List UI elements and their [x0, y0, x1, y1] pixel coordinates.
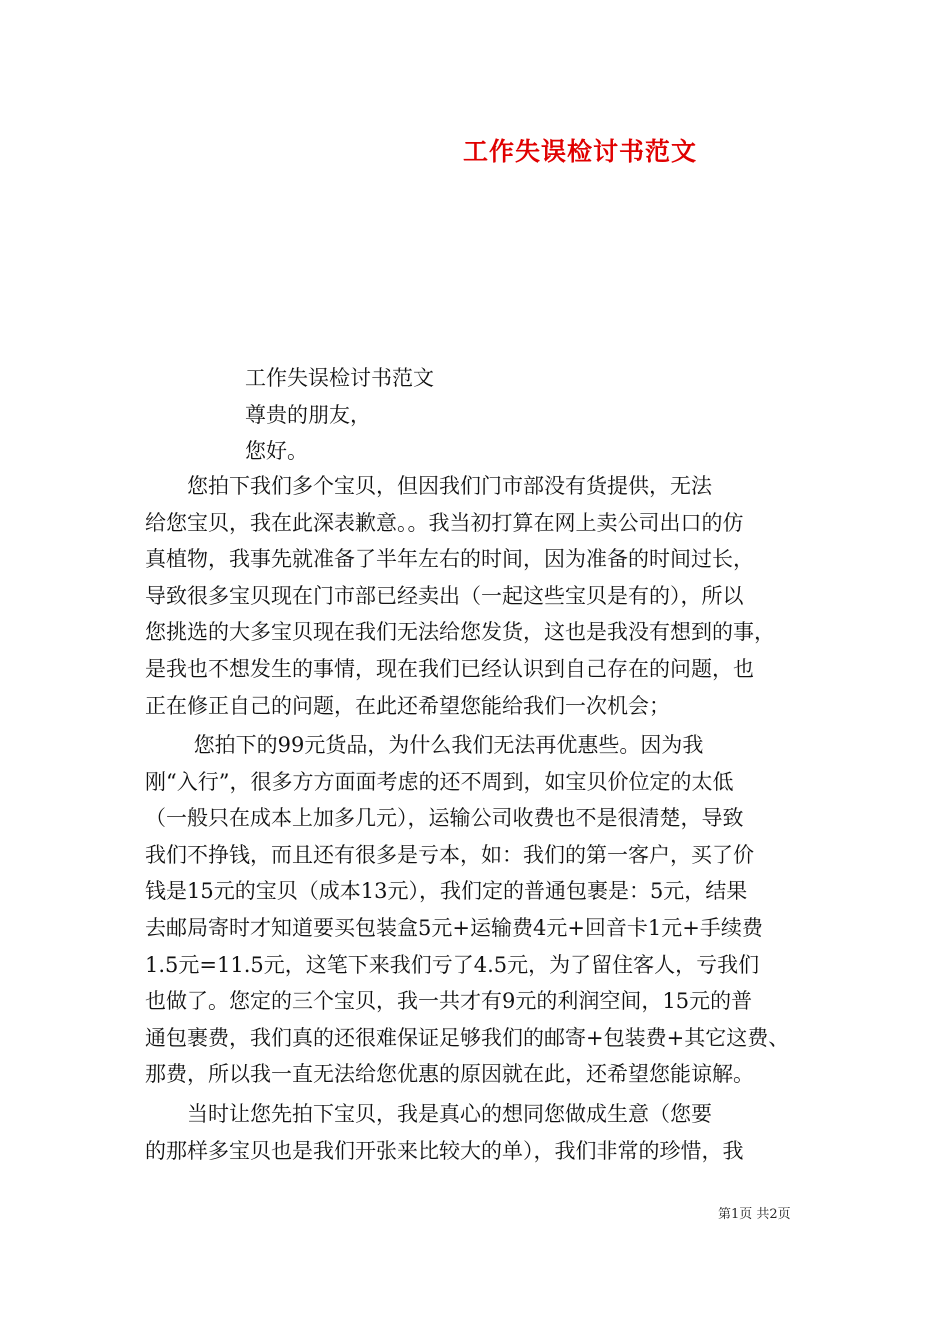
text-line: 正在修正自己的问题，在此还希望您能给我们一次机会；: [145, 693, 670, 718]
document-title: 工作失误检讨书范文: [462, 137, 697, 166]
text-line: 通包裹费，我们真的还很难保证足够我们的邮寄+包装费+其它这费、: [145, 1025, 790, 1050]
page-footer: 第1页 共2页: [718, 1207, 791, 1222]
paragraph-3: [145, 1096, 810, 1169]
paragraph-1: [145, 468, 810, 724]
text-line: 当时让您先拍下宝贝，我是真心的想同您做成生意（您要: [145, 1102, 712, 1126]
text-line: 也做了。您定的三个宝贝，我一共才有9元的利润空间，15元的普: [145, 989, 753, 1014]
paragraph-2: [145, 727, 810, 1093]
greeting: 您好。: [245, 439, 308, 463]
text-line: 您拍下我们多个宝贝，但因我们门市部没有货提供，无法: [145, 474, 712, 498]
text-line: 您拍下的99元货品，为什么我们无法再优惠些。因为我: [145, 733, 704, 757]
text-line: 我们不挣钱，而且还有很多是亏本，如：我们的第一客户，买了价: [145, 842, 754, 867]
text-line: 1.5元=11.5元，这笔下来我们亏了4.5元，为了留住客人，亏我们: [145, 952, 760, 977]
text-line: 真植物，我事先就准备了半年左右的时间，因为准备的时间过长，: [145, 547, 754, 572]
text-line: 您挑选的大多宝贝现在我们无法给您发货，这也是我没有想到的事，: [145, 620, 775, 645]
text-line: 导致很多宝贝现在门市部已经卖出（一起这些宝贝是有的），所以: [145, 583, 744, 608]
text-line: 钱是15元的宝贝（成本13元），我们定的普通包裹是：5元，结果: [145, 879, 748, 904]
salutation: 尊贵的朋友，: [245, 403, 371, 427]
text-line: （一般只在成本上加多几元），运输公司收费也不是很清楚，导致: [145, 806, 744, 831]
text-line: 的那样多宝贝也是我们开张来比较大的单），我们非常的珍惜，我: [145, 1138, 744, 1163]
text-line: 是我也不想发生的事情，现在我们已经认识到自己存在的问题，也: [145, 656, 754, 681]
text-line: 那费，所以我一直无法给您优惠的原因就在此，还希望您能谅解。: [145, 1062, 754, 1087]
text-line: 刚“入行”，很多方方面面考虑的还不周到，如宝贝价位定的太低: [145, 769, 734, 794]
text-line: 去邮局寄时才知道要买包装盒5元+运输费4元+回音卡1元+手续费: [145, 915, 763, 940]
text-line: 给您宝贝，我在此深表歉意。。我当初打算在网上卖公司出口的仿: [145, 510, 744, 535]
document-subtitle: 工作失误检讨书范文: [245, 366, 434, 390]
